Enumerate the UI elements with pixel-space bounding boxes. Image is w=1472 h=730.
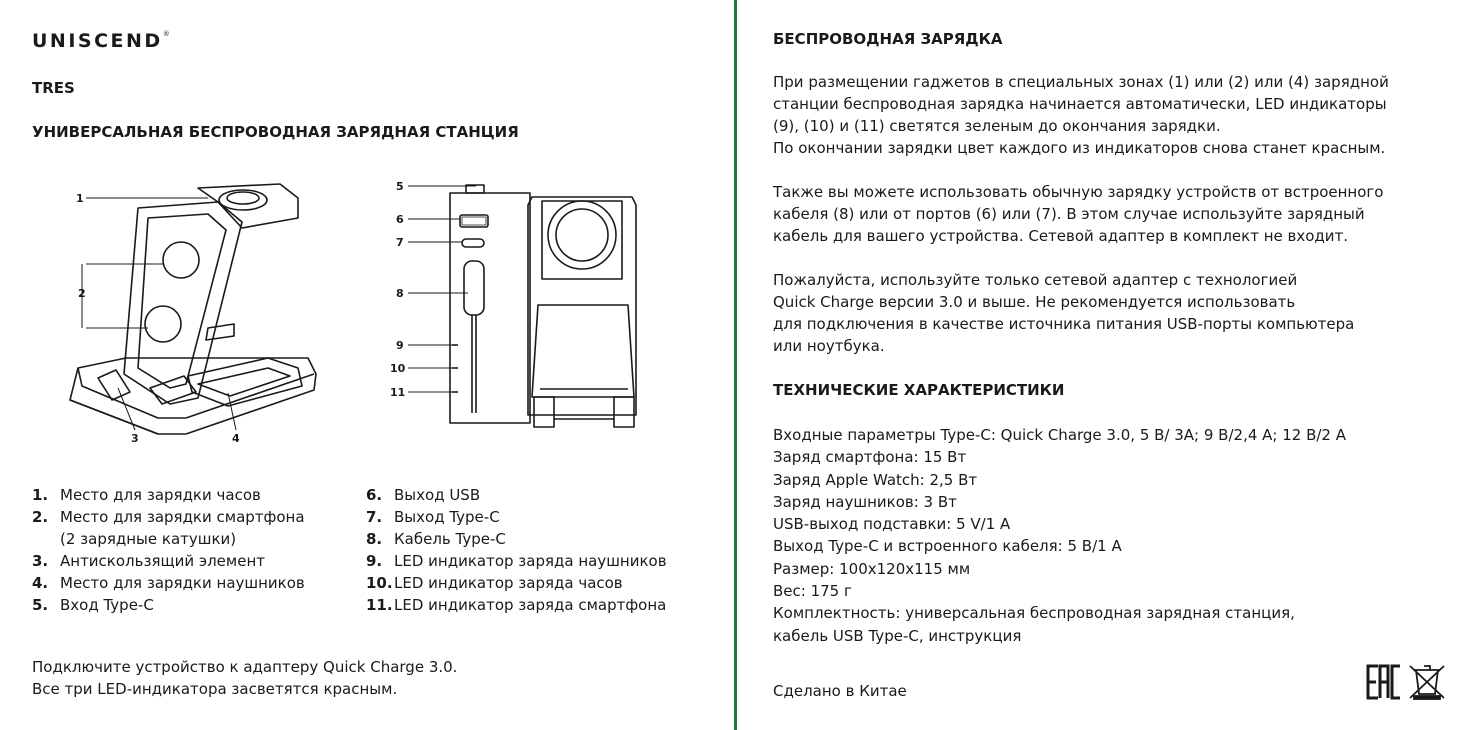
callout-8: 8 (396, 287, 404, 300)
legend-item: 3. Антискользящий элемент (32, 552, 265, 570)
parts-legend-right (366, 484, 706, 616)
spec-line: Входные параметры Type-C: Quick Charge 3.0, 5 В/ 3А; 9 В/2,4 А; 12 В/2 А (773, 426, 1347, 444)
spec-line: кабель USB Type-C, инструкция (773, 626, 1022, 645)
legend-item: 4. Место для зарядки наушников (32, 574, 305, 592)
weee-crossed-bin-icon (1410, 666, 1444, 699)
callout-3: 3 (131, 432, 139, 445)
legend-item: 7. Выход Type-C (366, 508, 500, 526)
charger-side-front-illustration (388, 175, 668, 437)
certification-marks (1366, 662, 1446, 702)
callout-5: 5 (396, 180, 404, 193)
legend-item: 8. Кабель Type-C (366, 530, 506, 548)
spec-line: Комплектность: универсальная беспроводная зарядная станция, (773, 604, 1295, 623)
wireless-para-2: Также вы можете использовать обычную зарядку устройств от встроенного кабеля (8) или от портов (6) или (7). В этом случае используйте зарядный кабель для вашего устройства. Сетевой адаптер в комплект не входит. (773, 183, 1384, 245)
wireless-para-3: Пожалуйста, используйте только сетевой адаптер с технологией Quick Charge версии 3.0 и выше. Не рекомендуется использовать для подключения в качестве источника питания USB-порты компьютера или ноутбука. (773, 271, 1355, 355)
eac-mark-icon (1368, 666, 1400, 698)
spec-line: Вес: 175 г (773, 582, 852, 601)
legend-item: 2. Место для зарядки смартфона (2 зарядные катушки) (32, 508, 305, 548)
wireless-para-1: При размещении гаджетов в специальных зонах (1) или (2) или (4) зарядной станции беспроводная зарядка начинается автоматически, LED индикаторы (9), (10) и (11) светятся зеленым до окончания зарядки. По окончании зарядки цвет каждого из индикаторов снова станет красным. (773, 73, 1389, 157)
made-in-label: Сделано в Китае (773, 682, 907, 700)
spec-line: Заряд Apple Watch: 2,5 Вт (773, 470, 978, 489)
spec-line: USB-выход подставки: 5 V/1 A (773, 515, 1011, 534)
brand-logo: UNISCEND® (32, 29, 170, 52)
parts-legend-left (32, 484, 352, 616)
spec-line: Размер: 100х120х115 мм (773, 559, 971, 578)
product-subtitle: УНИВЕРСАЛЬНАЯ БЕСПРОВОДНАЯ ЗАРЯДНАЯ СТАНЦИЯ (32, 123, 519, 141)
callout-1: 1 (76, 192, 84, 205)
callout-10: 10 (390, 362, 406, 375)
legend-item: 9. LED индикатор заряда наушников (366, 552, 667, 570)
callout-9: 9 (396, 339, 404, 352)
legend-item: 6. Выход USB (366, 486, 481, 504)
specs-list (773, 424, 1443, 647)
callout-2: 2 (78, 287, 86, 300)
charger-angle-illustration (58, 178, 330, 450)
model-name: TRES (32, 79, 75, 97)
legend-item: 11. LED индикатор заряда смартфона (366, 596, 667, 614)
callout-7: 7 (396, 236, 404, 249)
legend-item: 10. LED индикатор заряда часов (366, 574, 623, 592)
spec-line: Заряд наушников: 3 Вт (773, 492, 957, 511)
callout-4: 4 (232, 432, 240, 445)
specs-heading: ТЕХНИЧЕСКИЕ ХАРАКТЕРИСТИКИ (773, 381, 1065, 399)
legend-item: 5. Вход Type-C (32, 596, 154, 614)
connection-note: Подключите устройство к адаптеру Quick Charge 3.0. Все три LED-индикатора засветятся красным. (32, 658, 458, 698)
spec-line: Выход Type-C и встроенного кабеля: 5 В/1 А (773, 537, 1122, 556)
spec-line: Заряд смартфона: 15 Вт (773, 448, 967, 467)
callout-11: 11 (390, 386, 406, 399)
page-divider (734, 0, 737, 730)
legend-item: 1. Место для зарядки часов (32, 486, 261, 504)
wireless-heading: БЕСПРОВОДНАЯ ЗАРЯДКА (773, 30, 1003, 48)
callout-6: 6 (396, 213, 404, 226)
